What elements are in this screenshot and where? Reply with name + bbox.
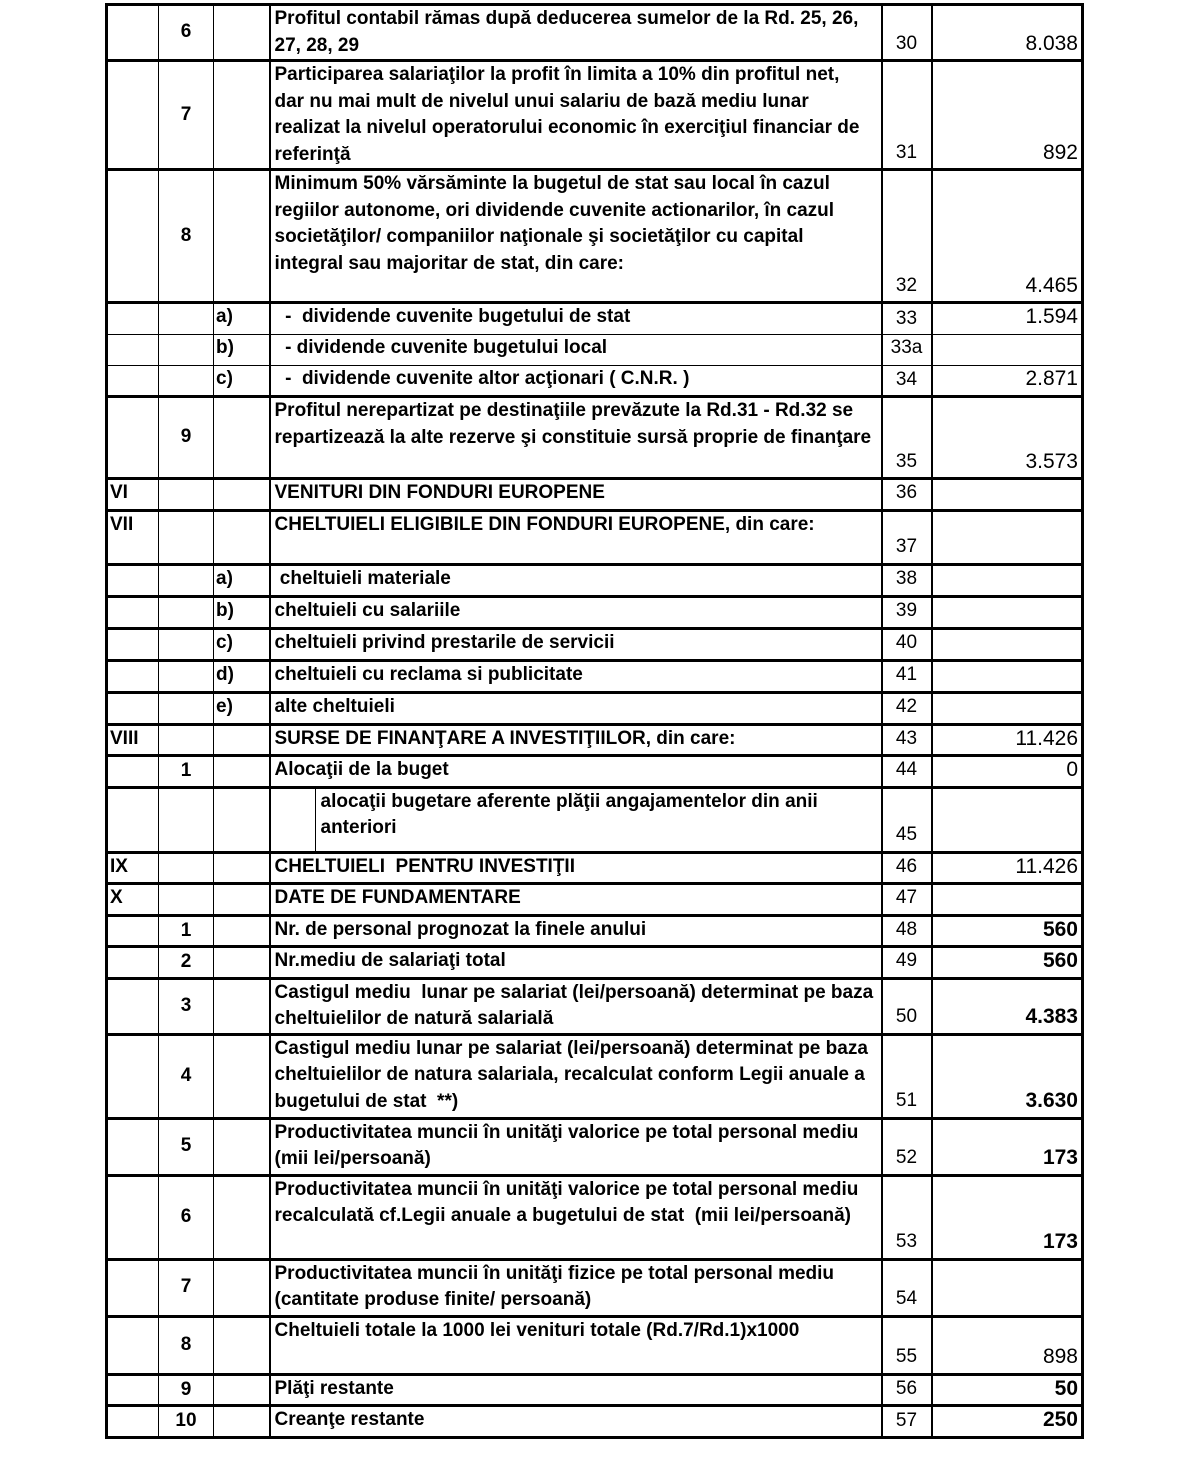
subpoint-cell — [214, 756, 270, 788]
value-cell: 11.426 — [932, 852, 1083, 884]
number-cell — [159, 628, 214, 660]
number-cell: 1 — [159, 756, 214, 788]
table-row — [107, 1118, 1083, 1175]
table-row — [107, 915, 1083, 947]
section-cell — [107, 1316, 159, 1374]
number-cell: 1 — [159, 915, 214, 947]
label-cell: - dividende cuvenite bugetului de stat — [270, 303, 882, 335]
row-code-cell: 49 — [882, 947, 932, 979]
row-code-cell: 38 — [882, 564, 932, 596]
value-cell: 173 — [932, 1118, 1083, 1175]
label-cell — [270, 787, 882, 852]
number-cell — [159, 596, 214, 628]
section-cell — [107, 397, 159, 479]
row-code-cell: 48 — [882, 915, 932, 947]
row-code-cell: 30 — [882, 5, 932, 61]
section-cell: VII — [107, 510, 159, 564]
row-code-cell: 55 — [882, 1316, 932, 1374]
label-cell: cheltuieli privind prestarile de servicii — [270, 628, 882, 660]
table-row — [107, 692, 1083, 724]
subpoint-cell — [214, 787, 270, 852]
subpoint-cell — [214, 1374, 270, 1406]
subpoint-cell — [214, 884, 270, 916]
value-cell — [932, 628, 1083, 660]
number-cell: 3 — [159, 978, 214, 1034]
section-cell — [107, 787, 159, 852]
label-cell: DATE DE FUNDAMENTARE — [270, 884, 882, 916]
budget-table — [105, 3, 1084, 1439]
section-cell — [107, 915, 159, 947]
section-cell — [107, 1406, 159, 1438]
value-cell — [932, 692, 1083, 724]
value-cell — [932, 884, 1083, 916]
table-row — [107, 170, 1083, 303]
label-cell: - dividende cuvenite altor acţionari ( C.N.R. ) — [270, 366, 882, 397]
number-cell — [159, 884, 214, 916]
number-cell: 7 — [159, 1259, 214, 1316]
section-cell — [107, 660, 159, 692]
value-cell — [932, 479, 1083, 511]
number-cell — [159, 510, 214, 564]
number-cell — [159, 852, 214, 884]
value-cell — [932, 787, 1083, 852]
section-cell — [107, 335, 159, 366]
row-code-cell: 45 — [882, 787, 932, 852]
section-cell — [107, 303, 159, 335]
value-cell — [932, 596, 1083, 628]
value-cell: 0 — [932, 756, 1083, 788]
subpoint-cell — [214, 479, 270, 511]
table-row — [107, 335, 1083, 366]
section-cell — [107, 1118, 159, 1175]
subpoint-cell — [214, 1034, 270, 1118]
table-row — [107, 852, 1083, 884]
value-cell — [932, 564, 1083, 596]
row-code-cell: 57 — [882, 1406, 932, 1438]
subpoint-cell — [214, 1316, 270, 1374]
subpoint-cell — [214, 510, 270, 564]
table-row — [107, 564, 1083, 596]
table-row — [107, 5, 1083, 61]
value-cell: 560 — [932, 947, 1083, 979]
label-cell: CHELTUIELI ELIGIBILE DIN FONDURI EUROPENE, din care: — [270, 510, 882, 564]
section-cell — [107, 947, 159, 979]
label-cell: cheltuieli cu reclama si publicitate — [270, 660, 882, 692]
table-row — [107, 628, 1083, 660]
row-code-cell: 35 — [882, 397, 932, 479]
row-code-cell: 51 — [882, 1034, 932, 1118]
value-cell: 560 — [932, 915, 1083, 947]
value-cell: 250 — [932, 1406, 1083, 1438]
table-row — [107, 1406, 1083, 1438]
table-row — [107, 303, 1083, 335]
value-cell — [932, 1259, 1083, 1316]
label-cell: Creanţe restante — [270, 1406, 882, 1438]
value-cell: 4.465 — [932, 170, 1083, 303]
number-cell: 8 — [159, 170, 214, 303]
table-row — [107, 61, 1083, 170]
value-cell — [932, 335, 1083, 366]
value-cell: 892 — [932, 61, 1083, 170]
row-code-cell: 47 — [882, 884, 932, 916]
value-cell: 173 — [932, 1175, 1083, 1259]
row-code-cell: 33 — [882, 303, 932, 335]
row-code-cell: 56 — [882, 1374, 932, 1406]
subpoint-cell — [214, 1406, 270, 1438]
label-cell: alte cheltuieli — [270, 692, 882, 724]
table-row — [107, 787, 1083, 852]
label-cell: Productivitatea muncii în unităţi valorice pe total personal mediu (mii lei/persoană) — [270, 1118, 882, 1175]
row-code-cell: 34 — [882, 366, 932, 397]
value-cell: 11.426 — [932, 724, 1083, 756]
subpoint-cell: c) — [214, 628, 270, 660]
label-cell: Castigul mediu lunar pe salariat (lei/persoană) determinat pe baza cheltuielilor de natura salariala, recalculat conform Legii anuale a bugetului de stat **) — [270, 1034, 882, 1118]
number-cell — [159, 366, 214, 397]
row-code-cell: 53 — [882, 1175, 932, 1259]
subpoint-cell — [214, 1175, 270, 1259]
label-cell: Cheltuieli totale la 1000 lei venituri totale (Rd.7/Rd.1)x1000 — [270, 1316, 882, 1374]
subpoint-cell — [214, 61, 270, 170]
table-row — [107, 596, 1083, 628]
number-cell — [159, 724, 214, 756]
label-cell: Alocaţii de la buget — [270, 756, 882, 788]
row-code-cell: 54 — [882, 1259, 932, 1316]
row-code-cell: 37 — [882, 510, 932, 564]
number-cell — [159, 787, 214, 852]
table-row — [107, 510, 1083, 564]
value-cell: 2.871 — [932, 366, 1083, 397]
section-cell — [107, 366, 159, 397]
number-cell: 9 — [159, 1374, 214, 1406]
label-cell: Participarea salariaţilor la profit în limita a 10% din profitul net, dar nu mai mult de nivelul unui salariu de bază mediu lunar realizat la nivelul operatorului economic în exerciţiul financiar de referinţă — [270, 61, 882, 170]
label-cell: Profitul nerepartizat pe destinaţiile prevăzute la Rd.31 - Rd.32 se repartizează la alte rezerve şi constituie sursă proprie de finanţare — [270, 397, 882, 479]
section-cell — [107, 596, 159, 628]
section-cell — [107, 564, 159, 596]
label-cell: cheltuieli cu salariile — [270, 596, 882, 628]
label-cell: Nr. de personal prognozat la finele anului — [270, 915, 882, 947]
label-cell: cheltuieli materiale — [270, 564, 882, 596]
label-cell: SURSE DE FINANŢARE A INVESTIŢIILOR, din care: — [270, 724, 882, 756]
table-row — [107, 1374, 1083, 1406]
section-cell — [107, 756, 159, 788]
label-cell: Castigul mediu lunar pe salariat (lei/persoană) determinat pe baza cheltuielilor de natură salarială — [270, 978, 882, 1034]
row-code-cell: 41 — [882, 660, 932, 692]
section-cell — [107, 628, 159, 660]
number-cell: 6 — [159, 5, 214, 61]
row-code-cell: 52 — [882, 1118, 932, 1175]
value-cell: 3.573 — [932, 397, 1083, 479]
subpoint-cell: a) — [214, 564, 270, 596]
indent-cell — [271, 789, 316, 851]
table-row — [107, 1034, 1083, 1118]
label-cell: VENITURI DIN FONDURI EUROPENE — [270, 479, 882, 511]
subpoint-cell — [214, 978, 270, 1034]
table-row — [107, 660, 1083, 692]
subpoint-cell — [214, 1259, 270, 1316]
subpoint-cell — [214, 1118, 270, 1175]
number-cell: 5 — [159, 1118, 214, 1175]
number-cell: 7 — [159, 61, 214, 170]
table-row — [107, 479, 1083, 511]
number-cell: 10 — [159, 1406, 214, 1438]
section-cell — [107, 170, 159, 303]
section-cell: IX — [107, 852, 159, 884]
row-code-cell: 46 — [882, 852, 932, 884]
label-cell: Productivitatea muncii în unităţi valorice pe total personal mediu recalculată cf.Legii anuale a bugetului de stat (mii lei/persoană) — [270, 1175, 882, 1259]
table-row — [107, 366, 1083, 397]
value-cell: 1.594 — [932, 303, 1083, 335]
value-cell: 898 — [932, 1316, 1083, 1374]
value-cell: 4.383 — [932, 978, 1083, 1034]
number-cell — [159, 660, 214, 692]
label-cell: Nr.mediu de salariaţi total — [270, 947, 882, 979]
table-row — [107, 1316, 1083, 1374]
table-row — [107, 884, 1083, 916]
section-cell — [107, 1034, 159, 1118]
value-cell: 8.038 — [932, 5, 1083, 61]
label-cell: Plăţi restante — [270, 1374, 882, 1406]
subpoint-cell: e) — [214, 692, 270, 724]
table-row — [107, 1259, 1083, 1316]
number-cell: 9 — [159, 397, 214, 479]
label-cell: - dividende cuvenite bugetului local — [270, 335, 882, 366]
table-row — [107, 1175, 1083, 1259]
section-cell — [107, 1175, 159, 1259]
label-cell: CHELTUIELI PENTRU INVESTIŢII — [270, 852, 882, 884]
subpoint-cell — [214, 947, 270, 979]
subpoint-cell — [214, 724, 270, 756]
label-cell: Productivitatea muncii în unităţi fizice pe total personal mediu (cantitate produse finite/ persoană) — [270, 1259, 882, 1316]
table-row — [107, 756, 1083, 788]
value-cell — [932, 510, 1083, 564]
row-code-cell: 39 — [882, 596, 932, 628]
number-cell: 4 — [159, 1034, 214, 1118]
section-cell — [107, 978, 159, 1034]
table-row — [107, 724, 1083, 756]
row-code-cell: 42 — [882, 692, 932, 724]
subpoint-cell: a) — [214, 303, 270, 335]
table-row — [107, 397, 1083, 479]
subpoint-cell: c) — [214, 366, 270, 397]
table-row — [107, 947, 1083, 979]
value-cell: 3.630 — [932, 1034, 1083, 1118]
value-cell — [932, 660, 1083, 692]
row-code-cell: 33a — [882, 335, 932, 366]
number-cell — [159, 335, 214, 366]
subpoint-cell — [214, 915, 270, 947]
number-cell — [159, 303, 214, 335]
section-cell — [107, 5, 159, 61]
subpoint-cell — [214, 397, 270, 479]
section-cell — [107, 1374, 159, 1406]
row-code-cell: 50 — [882, 978, 932, 1034]
number-cell — [159, 692, 214, 724]
subpoint-cell: d) — [214, 660, 270, 692]
table-row — [107, 978, 1083, 1034]
number-cell: 6 — [159, 1175, 214, 1259]
label-cell: Minimum 50% vărsăminte la bugetul de stat sau local în cazul regiilor autonome, ori dividende cuvenite actionarilor, în cazul societăţilor/ companiilor naţionale şi societăţilor cu capital integral sau majoritar de stat, din care: — [270, 170, 882, 303]
section-cell: VI — [107, 479, 159, 511]
row-code-cell: 32 — [882, 170, 932, 303]
section-cell — [107, 61, 159, 170]
subpoint-cell — [214, 852, 270, 884]
label-cell: Profitul contabil rămas după deducerea sumelor de la Rd. 25, 26, 27, 28, 29 — [270, 5, 882, 61]
row-code-cell: 36 — [882, 479, 932, 511]
number-cell — [159, 479, 214, 511]
row-code-cell: 43 — [882, 724, 932, 756]
value-cell: 50 — [932, 1374, 1083, 1406]
section-cell — [107, 692, 159, 724]
number-cell: 2 — [159, 947, 214, 979]
subpoint-cell — [214, 5, 270, 61]
number-cell: 8 — [159, 1316, 214, 1374]
section-cell: X — [107, 884, 159, 916]
row-code-cell: 31 — [882, 61, 932, 170]
label-text: alocaţii bugetare aferente plăţii angajamentelor din anii anteriori — [320, 790, 818, 838]
number-cell — [159, 564, 214, 596]
subpoint-cell — [214, 170, 270, 303]
section-cell — [107, 1259, 159, 1316]
subpoint-cell: b) — [214, 335, 270, 366]
row-code-cell: 40 — [882, 628, 932, 660]
row-code-cell: 44 — [882, 756, 932, 788]
section-cell: VIII — [107, 724, 159, 756]
subpoint-cell: b) — [214, 596, 270, 628]
